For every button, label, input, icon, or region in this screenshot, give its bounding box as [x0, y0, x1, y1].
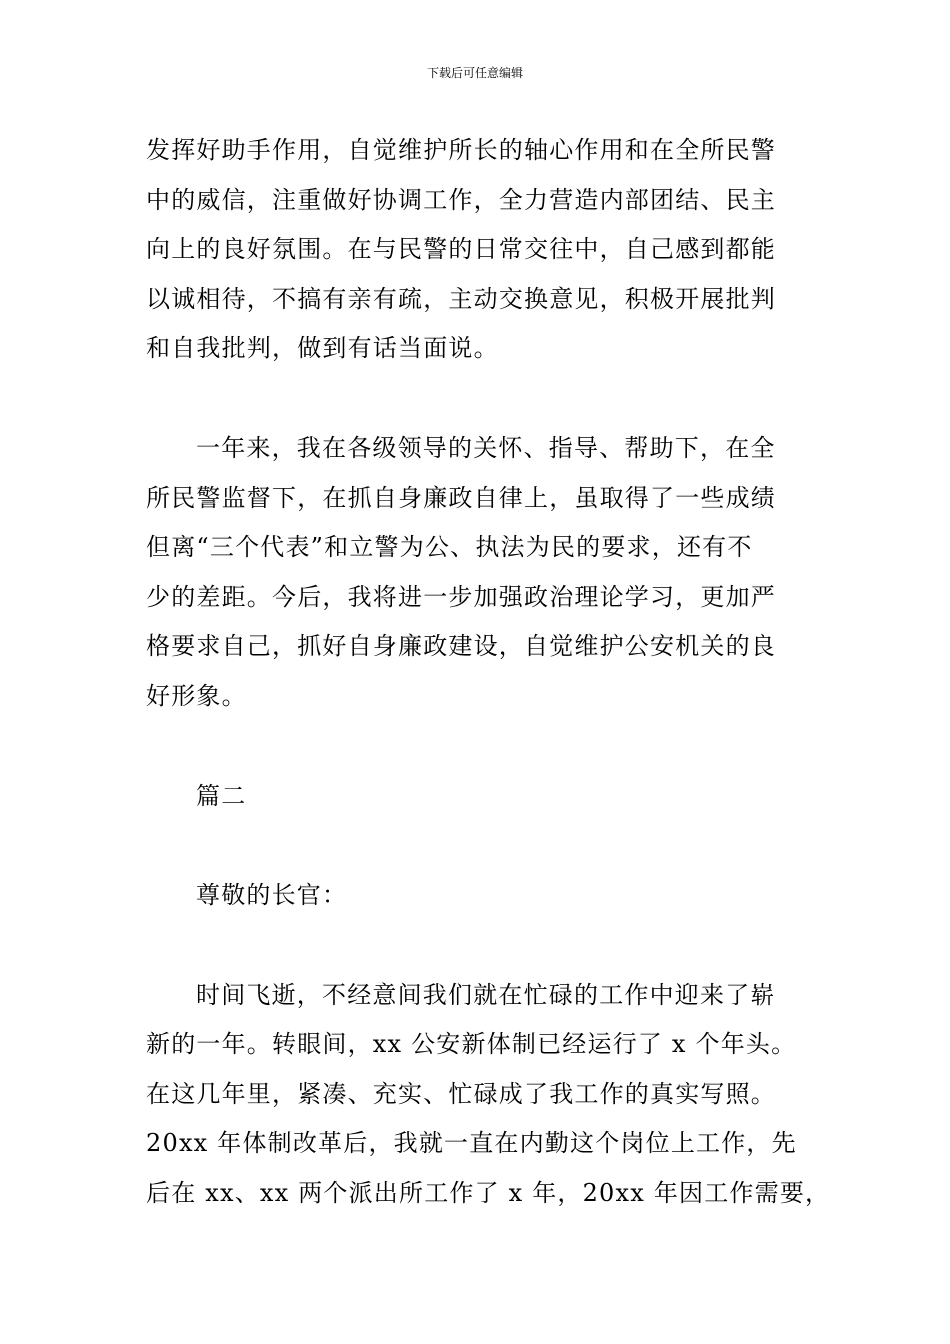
text-line: 在这几年里，紧凑、充实、忙碌成了我工作的真实写照。: [146, 1080, 776, 1108]
salutation: 尊敬的长官：: [196, 881, 348, 909]
text-line: 发挥好助手作用，自觉维护所长的轴心作用和在全所民警: [146, 136, 776, 164]
text-line: 向上的良好氛围。在与民警的日常交往中，自己感到都能: [146, 235, 776, 263]
text-line: 时间飞逝，不经意间我们就在忙碌的工作中迎来了崭: [196, 981, 776, 1009]
text-line: 好形象。: [146, 682, 247, 710]
text-line: 以诚相待，不搞有亲有疏，主动交换意见，积极开展批判: [146, 285, 776, 313]
text-line: 和自我批判，做到有话当面说。: [146, 334, 499, 362]
text-line: 中的威信，注重做好协调工作，全力营造内部团结、民主: [146, 186, 776, 214]
text-line: 格要求自己，抓好自身廉政建设，自觉维护公安机关的良: [146, 632, 776, 660]
text-line: 一年来，我在各级领导的关怀、指导、帮助下，在全: [196, 434, 776, 462]
text-line: 但离“三个代表”和立警为公、执法为民的要求，还有不: [146, 533, 753, 561]
text-line: 20xx 年体制改革后，我就一直在内勤这个岗位上工作，先: [146, 1129, 797, 1157]
section-heading: 篇二: [196, 782, 247, 810]
text-line: 所民警监督下，在抓自身廉政自律上，虽取得了一些成绩: [146, 484, 776, 512]
text-line: 新的一年。转眼间，xx 公安新体制已经运行了 x 个年头。: [146, 1030, 797, 1058]
text-line: 少的差距。今后，我将进一步加强政治理论学习，更加严: [146, 583, 776, 611]
text-line: 后在 xx、xx 两个派出所工作了 x 年，20xx 年因工作需要，: [146, 1179, 831, 1207]
page-header: 下载后可任意编辑: [426, 66, 523, 80]
